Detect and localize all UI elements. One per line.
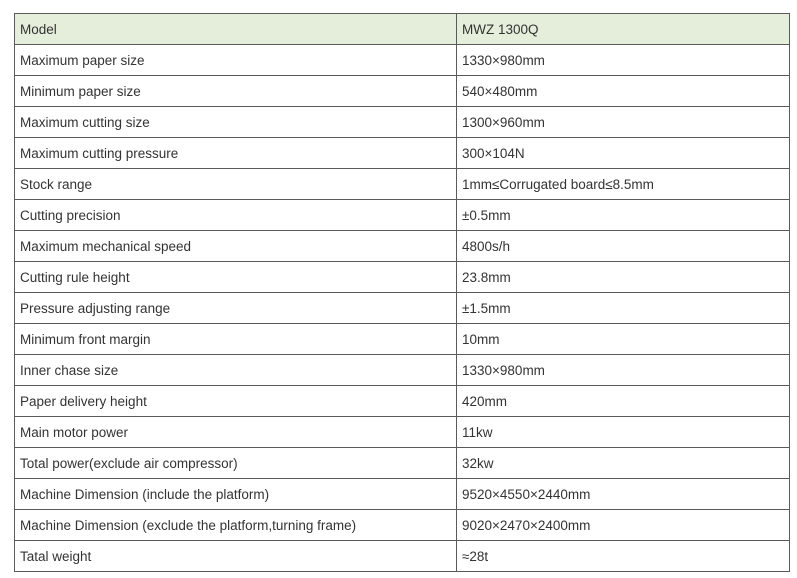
row-value-cell: 1300×960mm [457,107,790,138]
row-label-cell: Inner chase size [15,355,457,386]
header-label-cell: Model [15,14,457,45]
table-row [15,479,790,510]
table-row [15,76,790,107]
row-value-cell: 1330×980mm [457,355,790,386]
table-row [15,510,790,541]
row-value-cell: ≈28t [457,541,790,572]
row-label-cell: Cutting rule height [15,262,457,293]
row-label-cell: Machine Dimension (exclude the platform,turning frame) [15,510,457,541]
table-row [15,169,790,200]
row-label-cell: Stock range [15,169,457,200]
row-label-cell: Machine Dimension (include the platform) [15,479,457,510]
row-value-cell: 32kw [457,448,790,479]
row-value-cell: ±1.5mm [457,293,790,324]
row-label-cell: Maximum cutting size [15,107,457,138]
table-row [15,200,790,231]
table-row [15,262,790,293]
table-row [15,448,790,479]
row-value-cell: 4800s/h [457,231,790,262]
row-label-cell: Minimum front margin [15,324,457,355]
table-row [15,324,790,355]
table-row [15,138,790,169]
row-value-cell: 420mm [457,386,790,417]
row-value-cell: 300×104N [457,138,790,169]
row-label-cell: Maximum cutting pressure [15,138,457,169]
table-row [15,107,790,138]
table-row [15,231,790,262]
table-row [15,386,790,417]
header-value-cell: MWZ 1300Q [457,14,790,45]
row-value-cell: 23.8mm [457,262,790,293]
table-row [15,355,790,386]
row-label-cell: Tatal weight [15,541,457,572]
table-header-row [15,14,790,45]
row-label-cell: Total power(exclude air compressor) [15,448,457,479]
row-value-cell: ±0.5mm [457,200,790,231]
table-row [15,45,790,76]
row-value-cell: 1mm≤Corrugated board≤8.5mm [457,169,790,200]
row-value-cell: 9520×4550×2440mm [457,479,790,510]
row-label-cell: Main motor power [15,417,457,448]
spec-table [14,13,790,572]
row-label-cell: Maximum paper size [15,45,457,76]
row-label-cell: Minimum paper size [15,76,457,107]
row-value-cell: 540×480mm [457,76,790,107]
row-value-cell: 1330×980mm [457,45,790,76]
row-label-cell: Maximum mechanical speed [15,231,457,262]
table-row [15,417,790,448]
row-value-cell: 10mm [457,324,790,355]
row-value-cell: 9020×2470×2400mm [457,510,790,541]
row-label-cell: Paper delivery height [15,386,457,417]
table-row [15,541,790,572]
table-row [15,293,790,324]
row-label-cell: Cutting precision [15,200,457,231]
row-label-cell: Pressure adjusting range [15,293,457,324]
row-value-cell: 11kw [457,417,790,448]
